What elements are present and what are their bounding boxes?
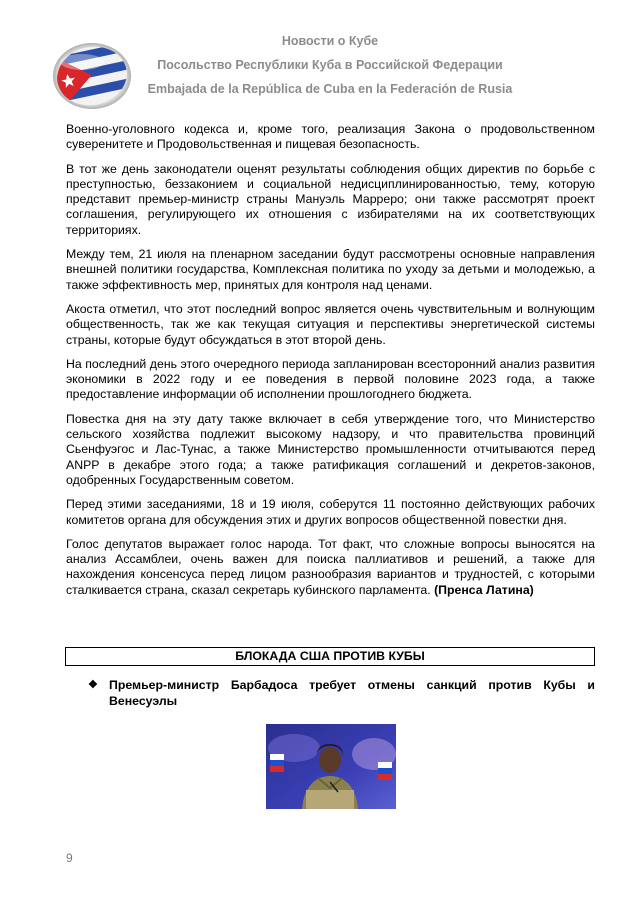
news-source: (Пренса Латина): [434, 582, 534, 597]
cuba-flag-logo-icon: [52, 42, 132, 110]
paragraph: Между тем, 21 июля на пленарном заседании будут рассмотрены основные направления внешней политики государства, Комплексная политика по уходу за детьми и молодежью, а также эффективность мер, принятых для контроля над ценами.: [66, 247, 595, 292]
paragraph: В тот же день законодатели оценят результаты соблюдения общих директив по борьбе с преступностью, беззаконием и социальной недисциплинированностью, тему, которую представит премьер-министр страны Мануэль Марреро; они также рассмотрят проект соглашения, регулирующего их отношения с избирателями на их соответствующих территориях.: [66, 161, 595, 237]
paragraph-last: [66, 537, 595, 598]
header-title: Новости о Кубе: [281, 34, 379, 48]
diamond-bullet-icon: ❖: [88, 679, 98, 691]
paragraph: Повестка дня на эту дату также включает в себя утверждение того, что Министерство сельского хозяйства подлежит высокому надзору, и что правительства провинций Сьенфуэгос и Лас-Тунас, а также Министерство промышленности отчитываются перед ANPP в декабре этого года; а также ратификация соглашений и декретов-законов, одобренных Государственным советом.: [66, 411, 595, 487]
article-body: [66, 122, 595, 607]
section-heading: БЛОКАДА США ПРОТИВ КУБЫ: [65, 647, 595, 666]
paragraph: На последний день этого очередного периода запланирован всесторонний анализ развития экономики в 2022 году и ее поведения в первой половине 2023 года, а также предоставление информации об исполнении прошлогоднего бюджета.: [66, 356, 595, 402]
paragraph-text: Голос депутатов выражает голос народа. Тот факт, что сложные вопросы выносятся на анализ Ассамблеи, очень важен для поиска паллиативов и решений, а также для нахождения консенсуса перед лицом разнообразия вариантов и трудностей, с которыми сталкивается страна, сказал секретарь кубинского парламента.: [66, 536, 595, 597]
news-headline: Премьер-министр Барбадоса требует отмены санкций против Кубы и Венесуэлы: [109, 678, 595, 708]
paragraph: Акоста отметил, что этот последний вопрос является очень чувствительным и волнующим общественность, так же как текущая ситуация и перспективы энергетической системы страны, которые будут обсуждаться в этот второй день.: [66, 301, 595, 347]
speaker-photo: [266, 724, 396, 809]
news-headline-item: [88, 677, 595, 709]
paragraph: Перед этими заседаниями, 18 и 19 июля, соберутся 11 постоянно действующих рабочих комитетов органа для обсуждения этих и других вопросов общественной повестки дня.: [66, 497, 595, 527]
paragraph: Военно-уголовного кодекса и, кроме того, реализация Закона о продовольственном суверенитете и Продовольственная и пищевая безопасность.: [66, 122, 595, 152]
header-embassy-ru: Посольство Республики Куба в Российской Федерации: [157, 58, 503, 72]
page-number: 9: [66, 851, 73, 865]
header-embassy-es: Embajada de la República de Cuba en la Federación de Rusia: [147, 82, 513, 96]
